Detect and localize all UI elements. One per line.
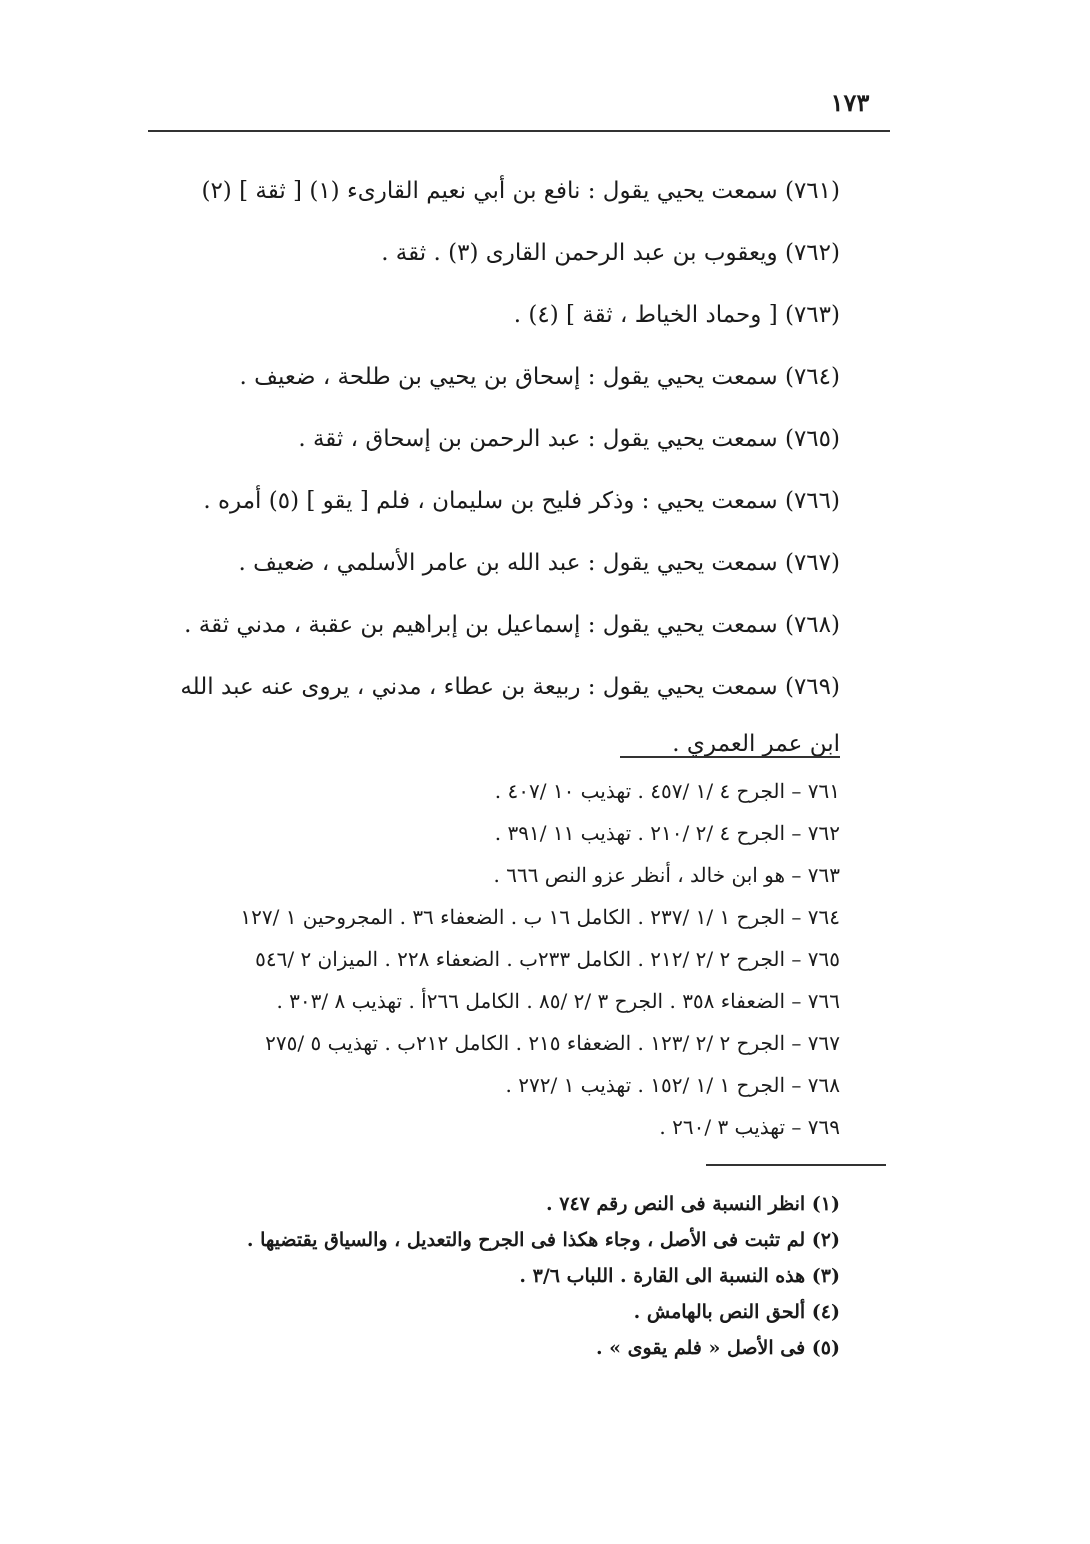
entry-763: (٧٦٣) [ وحماد الخياط ، ثقة ] (٤) . — [513, 302, 840, 328]
footnote-4: (٤) ألحق النص بالهامش . — [633, 1301, 840, 1323]
reference-762: ٧٦٢ – الجرح ٤ /٢ /٢١٠ . تهذيب ١١ /٣٩١ . — [494, 821, 840, 845]
reference-769: ٧٦٩ – تهذيب ٣ /٢٦٠ . — [659, 1115, 840, 1139]
main-text — [140, 160, 840, 770]
footnote-1: (١) انظر النسبة فى النص رقم ٧٤٧ . — [546, 1193, 840, 1215]
footnote-2: (٢) لم تثبت فى الأصل ، وجاء هكذا فى الجرح والتعديل ، والسياق يقتضيها . — [246, 1229, 840, 1251]
entry-762: (٧٦٢) ويعقوب بن عبد الرحمن القارى (٣) . ثقة . — [381, 240, 840, 266]
reference-765: ٧٦٥ – الجرح ٢ /٢ /٢١٢ . الكامل ٢٣٣ب . الضعفاء ٢٢٨ . الميزان ٢ /٥٤٦ — [255, 947, 840, 971]
entry-767: (٧٦٧) سمعت يحيي يقول : عبد الله بن عامر الأسلمي ، ضعيف . — [238, 550, 840, 576]
reference-767: ٧٦٧ – الجرح ٢ /٢ /١٢٣ . الضعفاء ٢١٥ . الكامل ٢١٢ب . تهذيب ٥ /٢٧٥ — [265, 1031, 840, 1055]
entry-764: (٧٦٤) سمعت يحيي يقول : إسحاق بن يحيي بن طلحة ، ضعيف . — [239, 364, 840, 390]
entry-769-continuation: ابن عمر العمري . — [672, 731, 840, 757]
reference-761: ٧٦١ – الجرح ٤ /١ /٤٥٧ . تهذيب ١٠ /٤٠٧ . — [494, 779, 840, 803]
entry-768: (٧٦٨) سمعت يحيي يقول : إسماعيل بن إبراهيم بن عقبة ، مدني ثقة . — [184, 612, 840, 638]
entry-765: (٧٦٥) سمعت يحيي يقول : عبد الرحمن بن إسحاق ، ثقة . — [298, 426, 840, 452]
reference-764: ٧٦٤ – الجرح ١ /١ /٢٣٧ . الكامل ١٦ ب . الضعفاء ٣٦ . المجروحين ١ /١٢٧ — [240, 905, 840, 929]
reference-768: ٧٦٨ – الجرح ١ /١ /١٥٢ . تهذيب ١ /٢٧٢ . — [505, 1073, 840, 1097]
footnotes-rule — [706, 1164, 886, 1166]
references-list — [140, 770, 840, 1148]
entry-761: (٧٦١) سمعت يحيي يقول : نافع بن أبي نعيم القارىء (١) [ ثقة ] (٢) — [201, 178, 840, 204]
header-rule — [148, 130, 890, 132]
footnotes-list — [140, 1186, 840, 1366]
page-number: ١٧٣ — [830, 88, 870, 117]
reference-766: ٧٦٦ – الضعفاء ٣٥٨ . الجرح ٣ /٢ /٨٥ . الكامل ٢٦٦أ . تهذيب ٨ /٣٠٣ . — [276, 989, 840, 1013]
entry-766: (٧٦٦) سمعت يحيي : وذكر فليح بن سليمان ، فلم [ يقو ] (٥) أمره . — [203, 488, 840, 514]
reference-763: ٧٦٣ – هو ابن خالد ، أنظر عزو النص ٦٦٦ . — [493, 863, 840, 887]
footnote-3: (٣) هذه النسبة الى القارة . اللباب ٣/٦ . — [519, 1265, 840, 1287]
entry-769: (٧٦٩) سمعت يحيي يقول : ربيعة بن عطاء ، مدني ، يروى عنه عبد الله — [180, 674, 840, 700]
footnote-5: (٥) فى الأصل « فلم يقوى » . — [595, 1337, 840, 1359]
references-rule — [620, 756, 840, 758]
